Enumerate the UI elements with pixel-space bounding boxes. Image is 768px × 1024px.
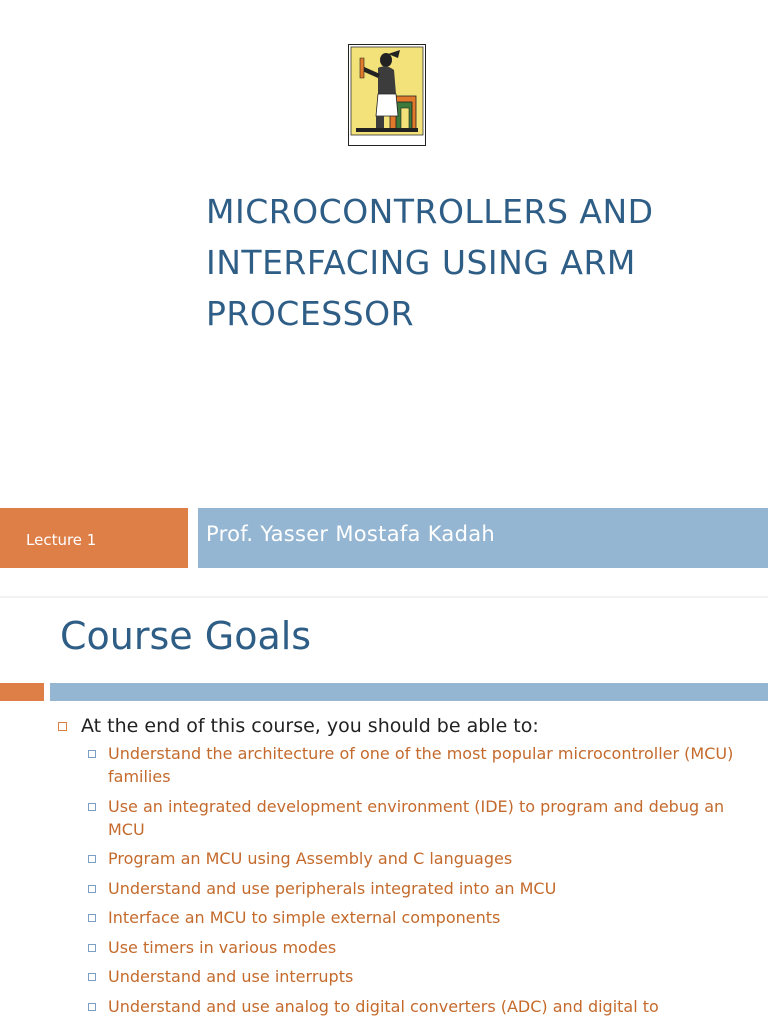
- goals-list: [58, 742, 758, 1018]
- goal-item: [88, 742, 758, 788]
- author-name: Prof. Yasser Mostafa Kadah: [206, 522, 495, 546]
- goal-item: [88, 795, 758, 841]
- cairo-university-logo: [348, 44, 426, 146]
- square-bullet-icon: [88, 750, 96, 758]
- intro-text: At the end of this course, you should be able to:: [81, 715, 539, 737]
- intro-bullet: [58, 712, 758, 740]
- goal-item: [88, 936, 758, 959]
- presentation-title: [206, 186, 746, 339]
- square-bullet-icon: [88, 885, 96, 893]
- goal-item: [88, 906, 758, 929]
- square-bullet-icon: [88, 855, 96, 863]
- square-bullet-icon: [88, 803, 96, 811]
- goal-text: Use timers in various modes: [108, 937, 337, 957]
- title-line-2: INTERFACING USING ARM: [206, 243, 636, 282]
- goal-text: Understand and use interrupts: [108, 967, 354, 986]
- title-line-1: MICROCONTROLLERS AND: [206, 192, 654, 231]
- slide-divider: [0, 596, 768, 598]
- square-bullet-icon: [88, 914, 96, 922]
- goal-text: Use an integrated development environment (IDE) to program and debug an MCU: [108, 796, 725, 839]
- slide-title: Course Goals: [60, 614, 312, 658]
- square-bullet-icon: [88, 1003, 96, 1011]
- goal-item: [88, 995, 758, 1018]
- title-bar-accent: [0, 683, 44, 701]
- lecture-band: [0, 508, 188, 568]
- square-bullet-icon: [88, 973, 96, 981]
- goal-item: [88, 965, 758, 988]
- goal-text: Understand the architecture of one of the most popular microcontroller (MCU) families: [108, 744, 734, 786]
- goal-text: Understand and use analog to digital converters (ADC) and digital to: [108, 996, 659, 1016]
- goal-item: [88, 847, 758, 870]
- square-bullet-icon: [58, 722, 67, 731]
- square-bullet-icon: [88, 944, 96, 952]
- lecture-label: Lecture 1: [26, 531, 97, 549]
- goal-text: Understand and use peripherals integrated into an MCU: [108, 878, 557, 898]
- title-bar: [50, 683, 768, 701]
- goal-item: [88, 877, 758, 900]
- goal-text: Program an MCU using Assembly and C languages: [108, 849, 513, 868]
- course-goals-content: [58, 712, 758, 1024]
- title-line-3: PROCESSOR: [206, 294, 414, 333]
- author-band: [198, 508, 768, 568]
- goal-text: Interface an MCU to simple external components: [108, 908, 501, 927]
